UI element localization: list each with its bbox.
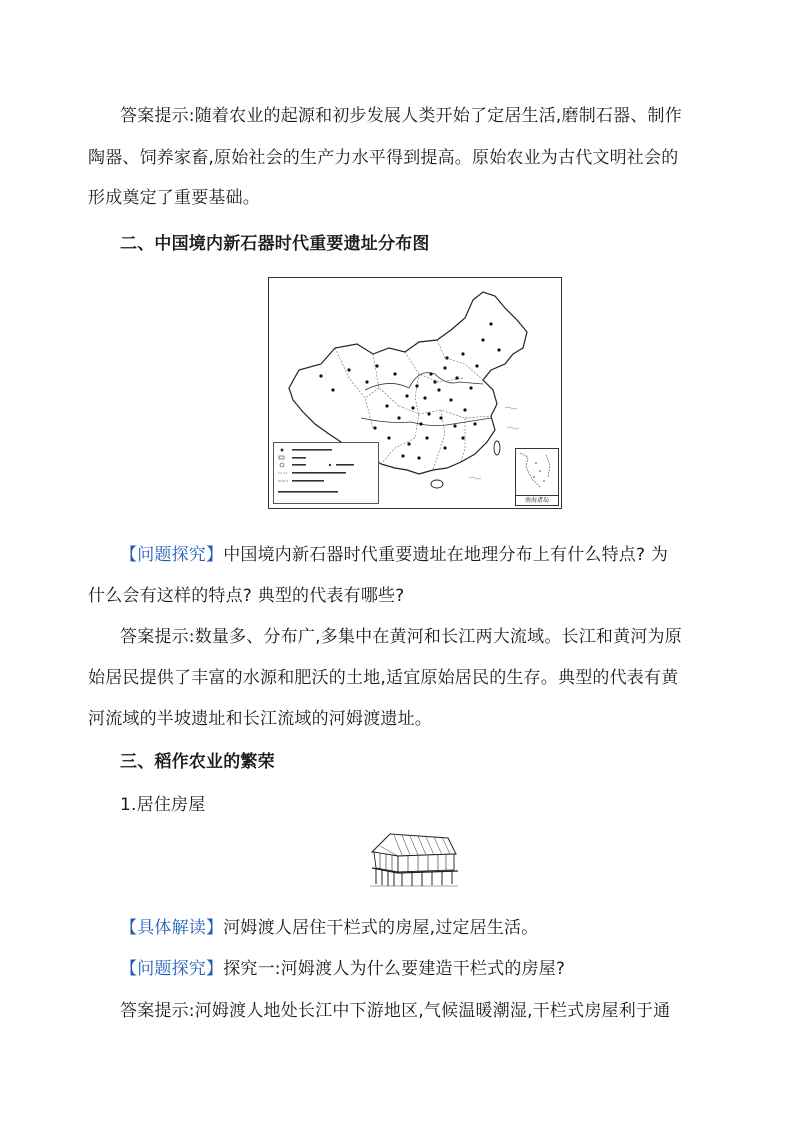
- inset-label: 南海诸岛: [516, 495, 558, 505]
- yangtze-river: [361, 418, 491, 426]
- question3-line: [120, 957, 760, 981]
- question-tag: 【问题探究】: [120, 545, 224, 565]
- map-legend: [273, 442, 379, 504]
- answer-line-2: 陶器、饲养家畜,原始社会的生产力水平得到提高。原始农业为古代文明社会的: [88, 148, 679, 168]
- sea-waves: [469, 407, 519, 479]
- answer2-line-3: 河流域的半坡遗址和长江流域的河姆渡遗址。: [88, 709, 432, 729]
- section-heading-map: 二、中国境内新石器时代重要遗址分布图: [120, 234, 430, 254]
- reading-tag: 【具体解读】: [120, 918, 224, 938]
- answer3-line: 答案提示:河姆渡人地处长江中下游地区,气候温暖潮湿,干栏式房屋利于通: [120, 1001, 671, 1021]
- question-line-1: [120, 543, 760, 567]
- site-dots: [319, 322, 500, 459]
- reading-line: [120, 916, 760, 940]
- reading-text: 河姆渡人居住干栏式的房屋,过定居生活。: [223, 918, 539, 938]
- neolithic-sites-map: [268, 277, 562, 509]
- stilt-house-illustration: [368, 832, 460, 888]
- answer2-line-2: 始居民提供了丰富的水源和肥沃的土地,适宜原始居民的生存。典型的代表有黄: [88, 668, 679, 688]
- taiwan-island: [494, 441, 500, 455]
- question3-text: 探究一:河姆渡人为什么要建造干栏式的房屋?: [223, 959, 566, 979]
- answer-line-3: 形成奠定了重要基础。: [88, 188, 260, 208]
- answer-line-1: 答案提示:随着农业的起源和初步发展人类开始了定居生活,磨制石器、制作: [120, 106, 682, 126]
- hainan-island: [431, 480, 443, 488]
- section-heading-rice: 三、稻作农业的繁荣: [120, 752, 275, 772]
- south-sea-islands-inset: [515, 448, 559, 506]
- answer2-line-1: 答案提示:数量多、分布广,多集中在黄河和长江两大流域。长江和黄河为原: [120, 627, 682, 647]
- yellow-river: [365, 373, 483, 390]
- question-line-2: 什么会有这样的特点? 典型的代表有哪些?: [88, 586, 405, 606]
- question-text-1: 中国境内新石器时代重要遗址在地理分布上有什么特点? 为: [223, 545, 669, 565]
- question3-tag: 【问题探究】: [120, 959, 224, 979]
- subheading-housing: 1.居住房屋: [120, 795, 206, 815]
